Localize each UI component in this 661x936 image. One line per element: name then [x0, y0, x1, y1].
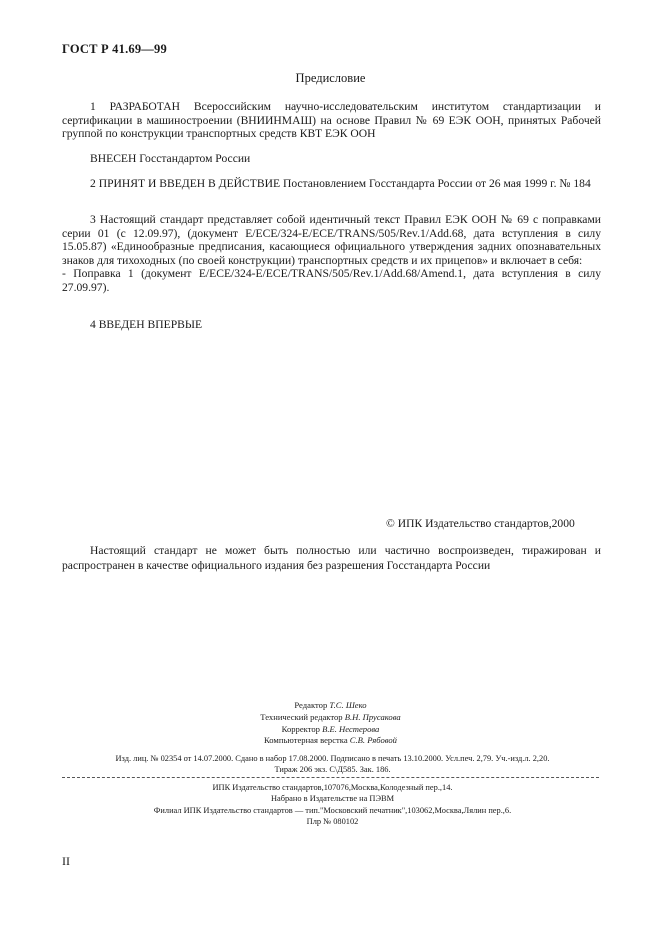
section-2: [62, 177, 601, 191]
section-1-text: 1 РАЗРАБОТАН Всероссийским научно-исследовательским институтом стандартизации и сертификации в машиностроении (ВНИИНМАШ) на основе Правил № 69 ЕЭК ООН, принятых Рабочей группой по конструкции транспортных средств КВТ ЕЭК ООН: [62, 100, 601, 141]
imprint-line-1: Изд. лиц. № 02354 от 14.07.2000. Сдано в набор 17.08.2000. Подписано в печать 13.10.2000. Усл.печ. 2,79. Уч.-изд.л. 2,20.: [115, 754, 550, 763]
section-2-text: 2 ПРИНЯТ И ВВЕДЕН В ДЕЙСТВИЕ Постановлением Госстандарта России от 26 мая 1999 г. № 184: [90, 177, 591, 190]
publisher-line-3: Филиал ИПК Издательство стандартов — тип."Московский печатник",103062,Москва,Лялин пер.,6.: [153, 805, 512, 815]
page-number: II: [62, 854, 70, 868]
section-3: [62, 213, 601, 295]
imprint-block: [60, 753, 605, 776]
preface-title: Предисловие: [295, 71, 366, 85]
credit-corrector: Корректор В.Е. Нестерова: [281, 723, 380, 734]
publisher-block: [60, 782, 605, 828]
section-1: [62, 100, 601, 141]
publisher-line-4: Плр № 080102: [306, 817, 359, 827]
credits-block: [0, 700, 661, 747]
section-vnesen: [62, 152, 601, 166]
credit-layout: Компьютерная верстка С.В. Рябовой: [264, 735, 397, 746]
publisher-line-2: Набрано в Издательстве на ПЭВМ: [270, 794, 395, 804]
section-vnesen-text: ВНЕСЕН Госстандартом России: [90, 152, 251, 165]
section-4-text: 4 ВВЕДЕН ВПЕРВЫЕ: [90, 318, 203, 331]
publisher-line-1: ИПК Издательство стандартов,107076,Москва,Колодезный пер.,14.: [212, 783, 453, 792]
credit-tech-editor: Технический редактор В.Н. Прусакова: [260, 711, 401, 722]
credit-editor: Редактор Т.С. Шеко: [294, 700, 367, 710]
imprint-divider: [62, 777, 599, 778]
imprint-line-2: Тираж 206 экз. С\Д585. Зак. 186.: [274, 765, 391, 775]
section-3-amendment: - Поправка 1 (документ E/ECE/324-E/ECE/TRANS/505/Rev.1/Add.68/Amend.1, дата вступления в силу 27.09.97).: [62, 267, 601, 294]
reproduction-notice-text: Настоящий стандарт не может быть полностью или частично воспроизведен, тиражирован и распространен в качестве официального издания без разрешения Госстандарта России: [62, 544, 601, 572]
section-4: [62, 318, 601, 332]
reproduction-notice: [62, 544, 601, 573]
document-code: ГОСТ Р 41.69—99: [62, 42, 167, 56]
section-3-text: 3 Настоящий стандарт представляет собой идентичный текст Правил ЕЭК ООН № 69 с поправками серии 01 (с 12.09.97), (документ E/ECE/324-E/ECE/TRANS/505/Rev.1/Add.68, дата вступления в силу 15.05.87) «Единообразные предписания, касающиеся официального утверждения задних опознавательных знаков для тихоходных (по своей конструкции) транспортных средств и их прицепов» и включает в себя:: [62, 213, 601, 267]
copyright-line: © ИПК Издательство стандартов,2000: [386, 517, 575, 530]
